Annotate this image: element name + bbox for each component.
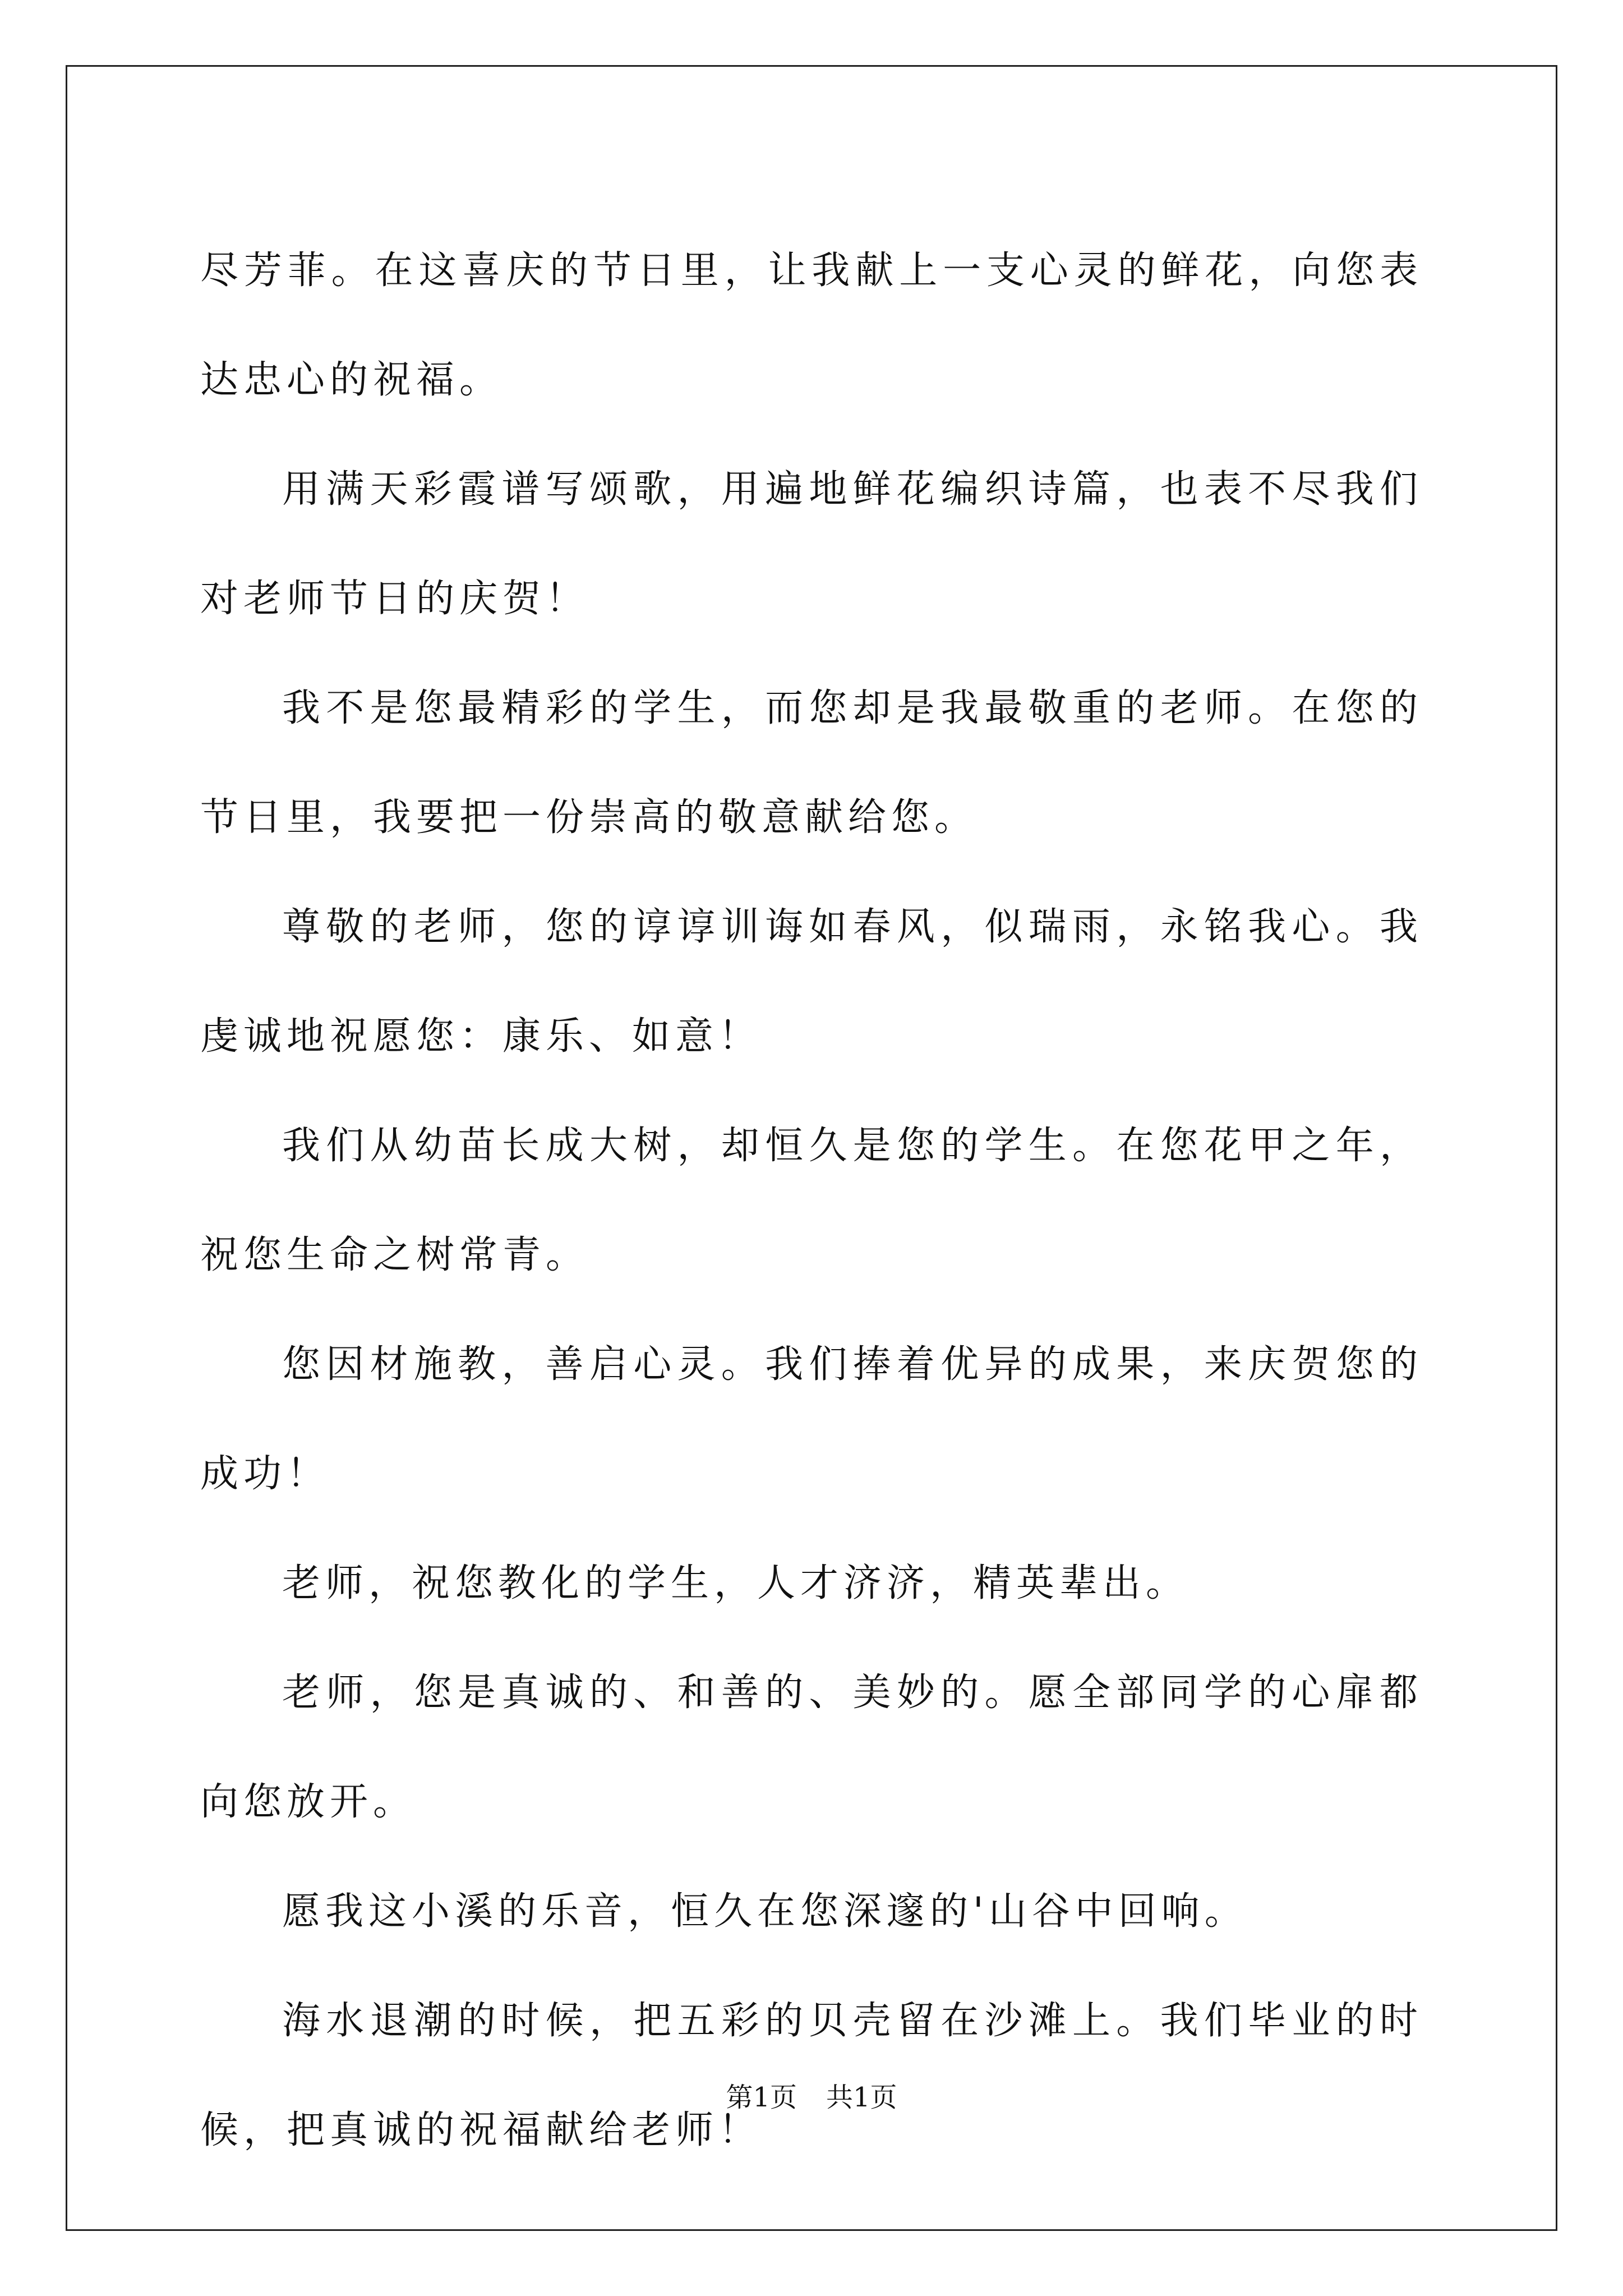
paragraph-3: 我不是您最精彩的学生，而您却是我最敬重的老师。在您的节日里，我要把一份崇高的敬意献给您。 bbox=[200, 686, 1423, 840]
page-footer bbox=[0, 2076, 1623, 2114]
paragraph-8: 老师，您是真诚的、和善的、美妙的。愿全部同学的心扉都向您放开。 bbox=[200, 1671, 1423, 1824]
paragraph-4: 尊敬的老师，您的谆谆训诲如春风，似瑞雨，永铭我心。我虔诚地祝愿您：康乐、如意！ bbox=[200, 905, 1423, 1059]
page-number-current: 第1页 bbox=[726, 2082, 797, 2113]
paragraph-10: 海水退潮的时候，把五彩的贝壳留在沙滩上。我们毕业的时候，把真诚的祝福献给老师！ bbox=[200, 1999, 1423, 2152]
document-body bbox=[200, 216, 1423, 2185]
paragraph-2: 用满天彩霞谱写颂歌，用遍地鲜花编织诗篇，也表不尽我们对老师节日的庆贺！ bbox=[200, 467, 1423, 621]
paragraph-6: 您因材施教，善启心灵。我们捧着优异的成果，来庆贺您的成功！ bbox=[200, 1342, 1423, 1496]
paragraph-1: 尽芳菲。在这喜庆的节日里，让我献上一支心灵的鲜花，向您表达忠心的祝福。 bbox=[200, 249, 1423, 402]
paragraph-7: 老师，祝您教化的学生，人才济济，精英辈出。 bbox=[282, 1561, 1189, 1605]
paragraph-5: 我们从幼苗长成大树，却恒久是您的学生。在您花甲之年，祝您生命之树常青。 bbox=[200, 1124, 1423, 1277]
paragraph-9: 愿我这小溪的乐音，恒久在您深邃的'山谷中回响。 bbox=[282, 1889, 1248, 1934]
page-number-total: 共1页 bbox=[826, 2082, 897, 2113]
